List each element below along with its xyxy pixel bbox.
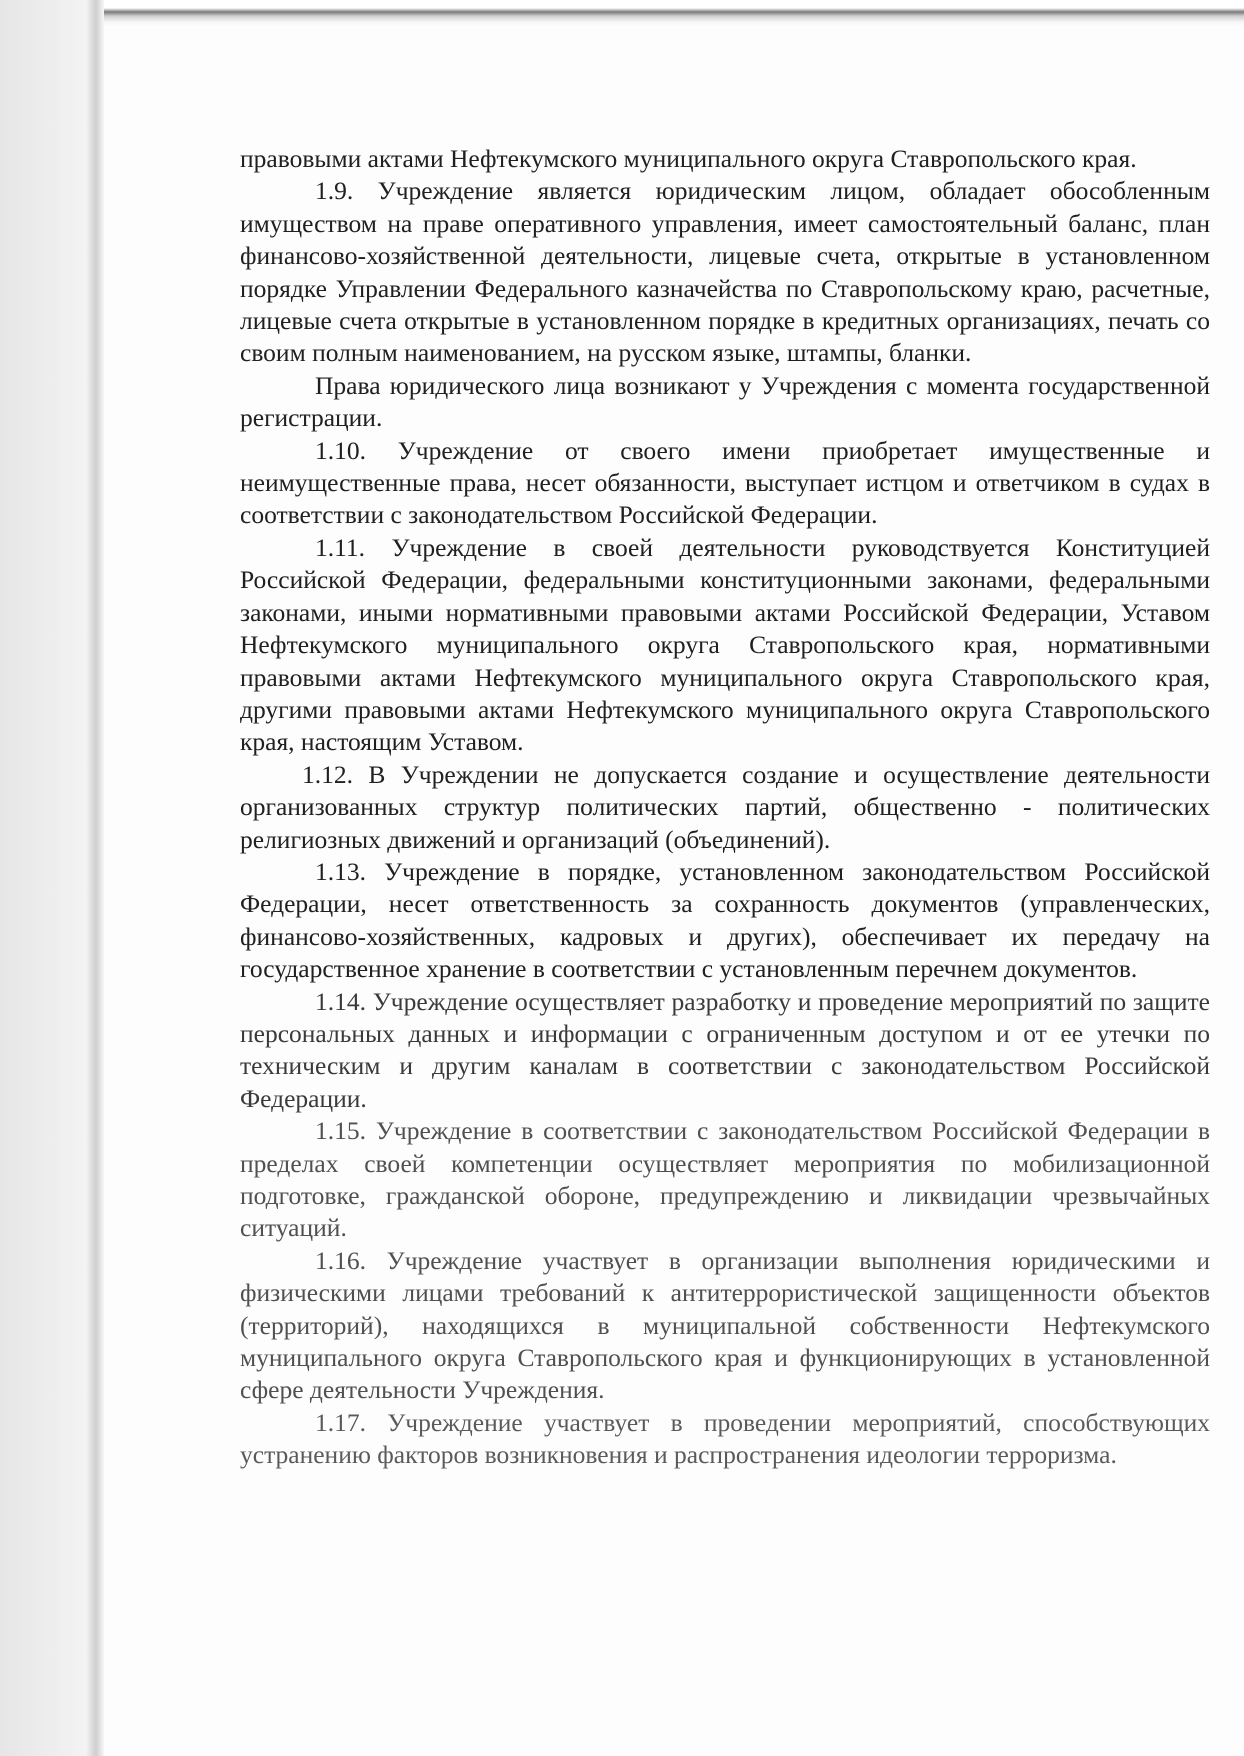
paragraph-1-12: 1.12. В Учреждении не допускается создание и осуществление деятельности организованных структур политических партий, общественно - политических религиозных движений и организаций (объединений). <box>240 759 1210 854</box>
paragraph-1-15: 1.15. Учреждение в соответствии с законодательством Российской Федерации в пределах своей компетенции осуществляет мероприятия по мобилизационной подготовке, гражданской обороне, предупреждению и ликвидации чрезвычайных ситуаций. <box>240 1116 1210 1243</box>
binding-shadow <box>0 0 104 1756</box>
paragraph-1-14: 1.14. Учреждение осуществляет разработку и проведение мероприятий по защите персональных данных и информации с ограниченным доступом и от ее утечки по техническим и другим каналам в соответствии с законодательством Российской Федерации. <box>240 986 1210 1113</box>
paragraph-1-11: 1.11. Учреждение в своей деятельности руководствуется Конституцией Российской Федерации, федеральными конституционными законами, федеральными законами, иными нормативными правовыми актами Российской Федерации, Уставом Нефтекумского муниципального округа Ставропольского края, нормативными правовыми актами Нефтекумского муниципального округа Ставропольского края, другими правовыми актами Нефтекумского муниципального округа Ставропольского края, настоящим Уставом. <box>240 532 1210 757</box>
paragraph-continuation: правовыми актами Нефтекумского муниципального округа Ставропольского края. <box>240 144 1137 173</box>
paragraph-1-17: 1.17. Учреждение участвует в проведении мероприятий, способствующих устранению факторов возникновения и распространения идеологии терроризма. <box>240 1407 1210 1470</box>
paragraph-1-16: 1.16. Учреждение участвует в организации выполнения юридическими и физическими лицами требований к антитеррористической защищенности объектов (территорий), находящихся в муниципальной собственности Нефтекумского муниципального округа Ставропольского края и функционирующих в установленной сфере деятельности Учреждения. <box>240 1245 1210 1405</box>
paragraph-legal-rights: Права юридического лица возникают у Учреждения с момента государственной регистрации. <box>240 370 1210 433</box>
document-body <box>240 143 1210 1472</box>
paragraph-1-10: 1.10. Учреждение от своего имени приобретает имущественные и неимущественные права, несет обязанности, выступает истцом и ответчиком в судах в соответствии с законодательством Российской Федерации. <box>240 435 1210 530</box>
paragraph-1-9: 1.9. Учреждение является юридическим лицом, обладает обособленным имуществом на праве оперативного управления, имеет самостоятельный баланс, план финансово-хозяйственной деятельности, лицевые счета, открытые в установленном порядке Управлении Федерального казначейства по Ставропольскому краю, расчетные, лицевые счета открытые в установленном порядке в кредитных организациях, печать со своим полным наименованием, на русском языке, штампы, бланки. <box>240 176 1210 368</box>
paragraph-1-13: 1.13. Учреждение в порядке, установленном законодательством Российской Федерации, несет ответственность за сохранность документов (управленческих, финансово-хозяйственных, кадровых и других), обеспечивает их передачу на государственное хранение в соответствии с установленным перечнем документов. <box>240 856 1210 984</box>
page-top-edge <box>0 0 1244 26</box>
